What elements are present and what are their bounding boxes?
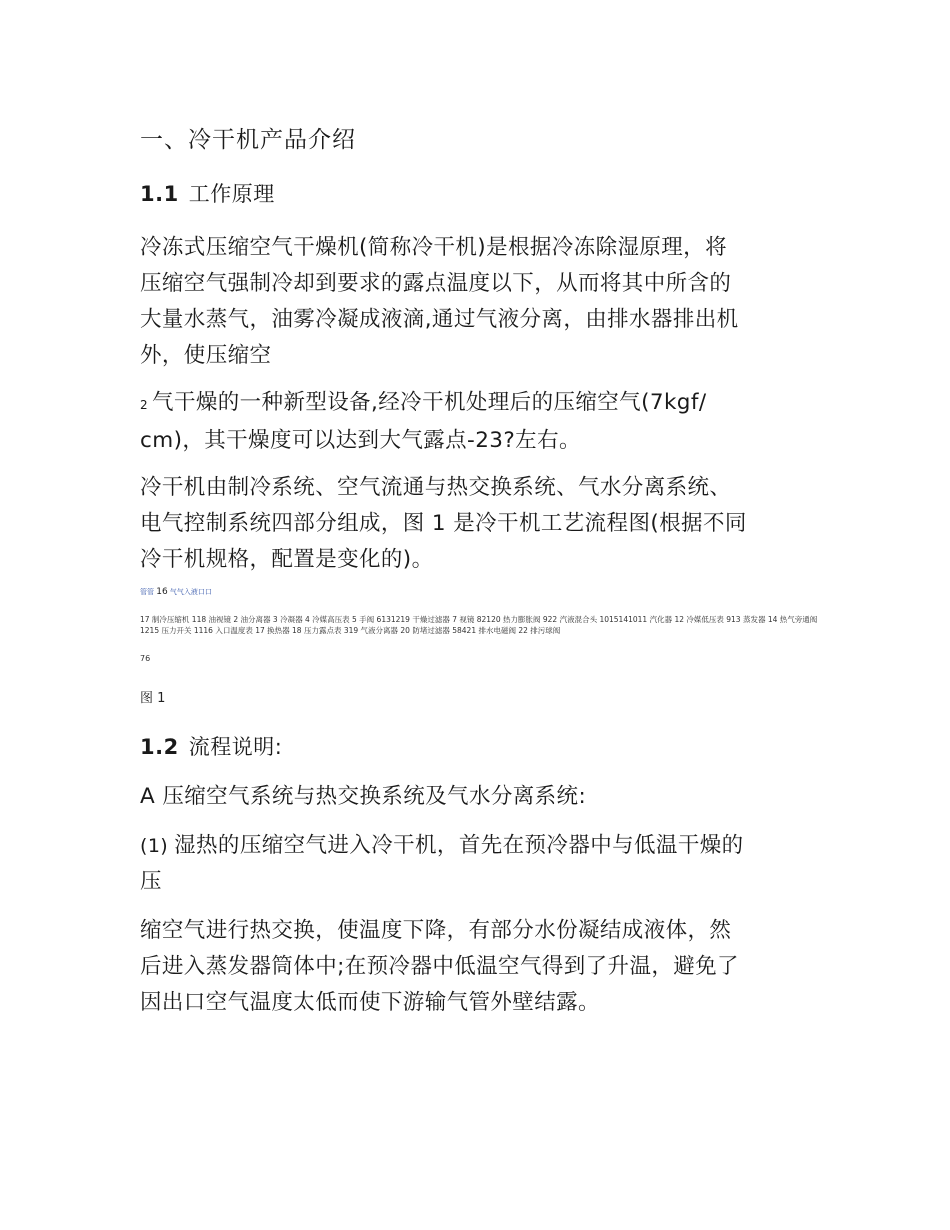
section-title: 工作原理 <box>188 182 275 206</box>
figure-label-inlet: 气气入液口口 <box>169 588 212 596</box>
paragraph-line: 冷冻式压缩空气干燥机(简称冷干机)是根据冷冻除湿原理，将 <box>140 235 727 260</box>
paragraph-line: 冷干机规格，配置是变化的)。 <box>140 547 434 572</box>
paragraph-working-principle <box>140 230 739 374</box>
paragraph-line: 压缩空气强制冷却到要求的露点温度以下，从而将其中所含的 <box>140 271 732 296</box>
paragraph-system-components <box>140 470 747 578</box>
figure-legend-line: 1215 压力开关 1116 入口温度表 17 换热器 18 压力露点表 319 气液分离器 20 防堵过滤器 58421 排水电磁阀 22 排污球阀 <box>140 626 561 635</box>
paragraph-line-text: 气干燥的一种新型设备,经冷干机处理后的压缩空气(7kgf/ <box>152 390 707 415</box>
paragraph-line: 因出口空气温度太低而使下游输气管外壁结露。 <box>140 990 600 1015</box>
figure-caption: 图 1 <box>140 691 166 706</box>
figure-legend-line: 17 制冷压缩机 118 油视镜 2 油分离器 3 冷凝器 4 冷媒高压表 5 手阀 6131219 干燥过滤器 7 视镜 82120 热力膨胀阀 922 汽液混合头 1015141011 汽化器 12 冷媒低压表 913 蒸发器 14 热气旁通阀 <box>140 615 818 624</box>
paragraph-heat-exchange <box>140 913 739 1021</box>
paragraph-line: cm)，其干燥度可以达到大气露点-23?左右。 <box>140 428 581 453</box>
paragraph-subsystem-a: A 压缩空气系统与热交换系统及气水分离系统: <box>140 784 587 809</box>
section-number: 1.1 <box>140 182 179 206</box>
paragraph-dryness <box>140 385 706 459</box>
paragraph-line: 电气控制系统四部分组成，图 1 是冷干机工艺流程图(根据不同 <box>140 511 747 536</box>
paragraph-line <box>140 385 706 423</box>
section-heading-1-2 <box>140 731 282 761</box>
paragraph-line: 后进入蒸发器筒体中;在预冷器中低温空气得到了升温，避免了 <box>140 954 739 979</box>
figure-legend <box>140 614 817 636</box>
figure-label-number: 16 <box>156 587 168 597</box>
paragraph-line: 外，使压缩空 <box>140 343 272 368</box>
paragraph-line-text: 湿热的压缩空气进入冷干机，首先在预冷器中与低温干燥的 <box>174 833 744 858</box>
section-heading-1-1 <box>140 178 275 208</box>
paragraph-line: 压 <box>140 869 162 894</box>
main-heading: 一、冷干机产品介绍 <box>140 127 356 153</box>
figure-label-pipe: 管管 <box>140 588 154 596</box>
step-marker: (1) <box>140 835 169 857</box>
figure-label-row <box>140 587 212 597</box>
paragraph-line <box>140 828 744 864</box>
paragraph-line: 冷干机由制冷系统、空气流通与热交换系统、气水分离系统、 <box>140 475 732 500</box>
figure-number-line: 76 <box>140 654 151 663</box>
section-number: 1.2 <box>140 735 179 759</box>
paragraph-line: 缩空气进行热交换，使温度下降，有部分水份凝结成液体，然 <box>140 918 732 943</box>
subscript-number: 2 <box>140 398 149 412</box>
paragraph-line: 大量水蒸气，油雾冷凝成液滴,通过气液分离，由排水器排出机 <box>140 307 739 332</box>
section-title: 流程说明: <box>188 735 283 759</box>
paragraph-step-1 <box>140 828 744 900</box>
